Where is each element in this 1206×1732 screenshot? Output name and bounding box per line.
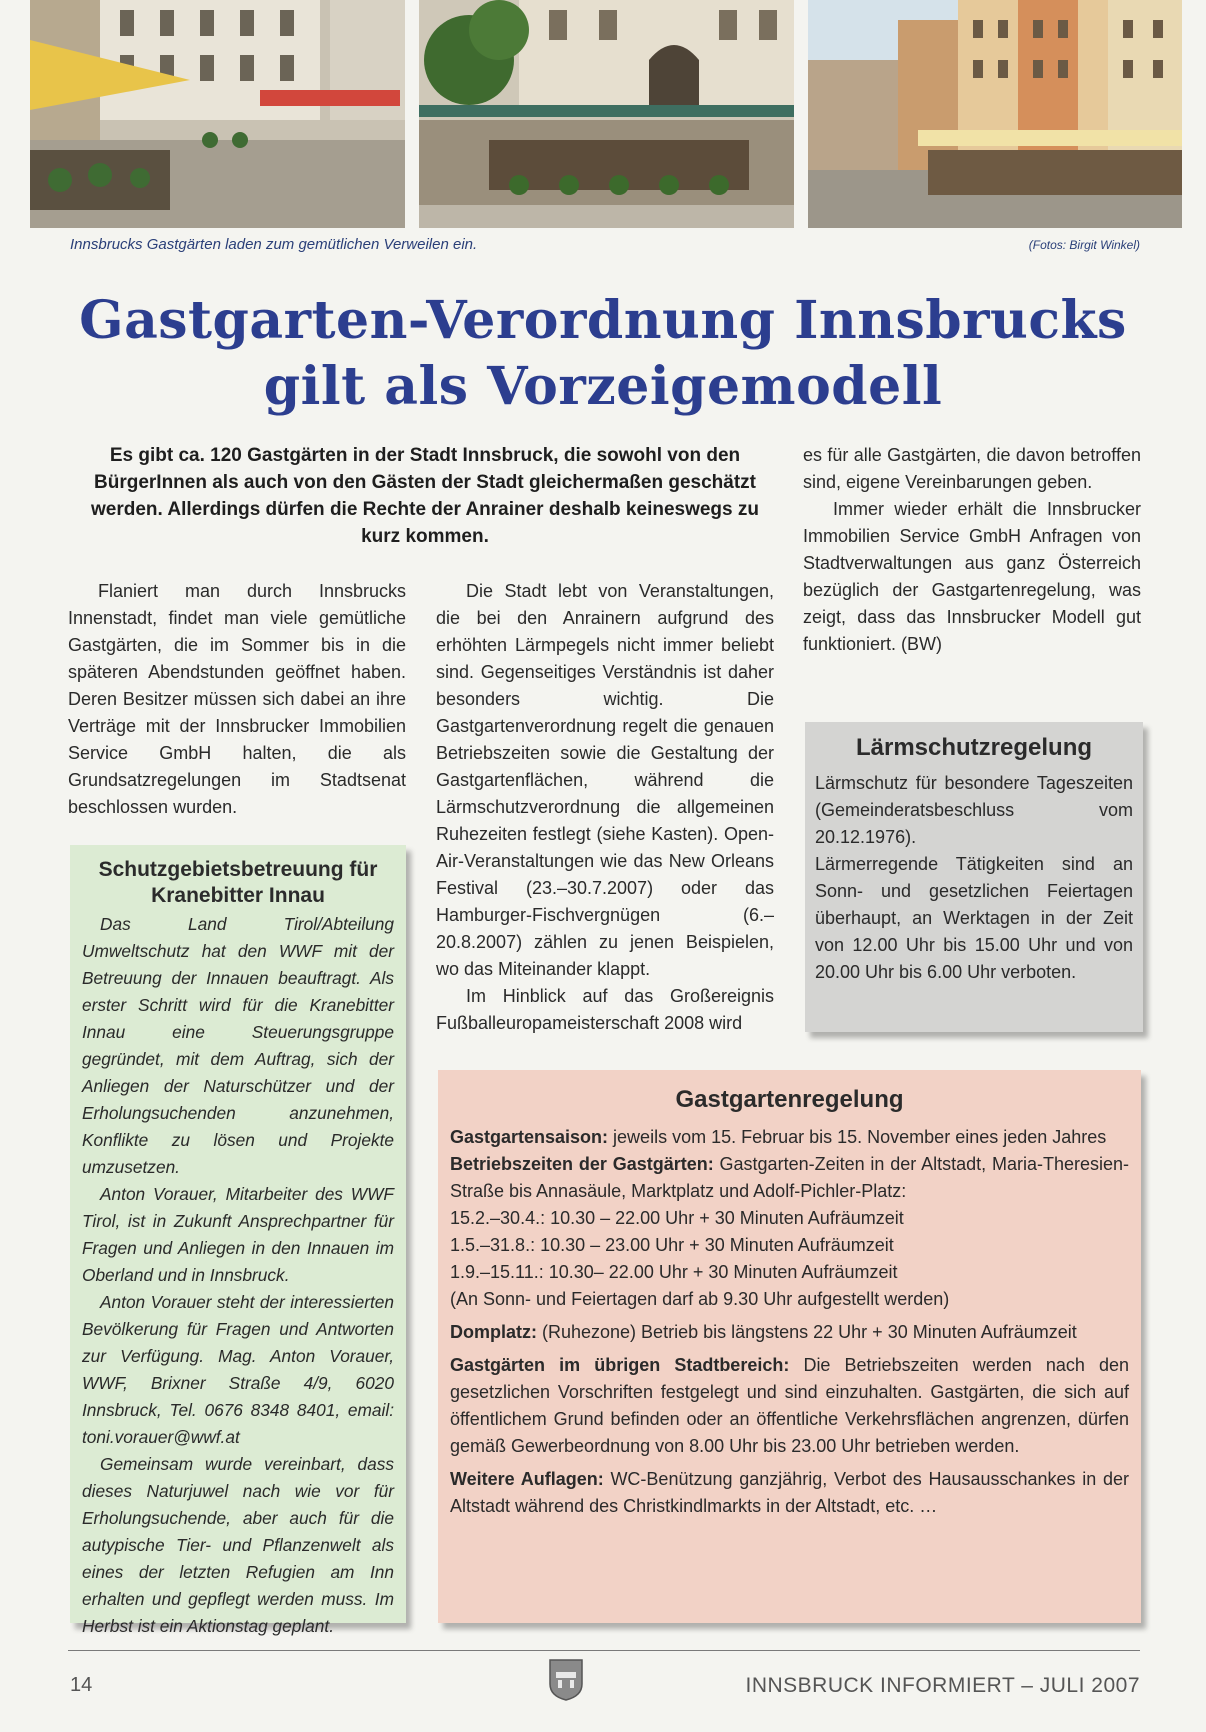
rule-weitere-auflagen: [450, 1466, 1129, 1520]
rule-saison: [450, 1124, 1129, 1151]
rule-time-line: 1.9.–15.11.: 10.30– 22.00 Uhr + 30 Minuten Aufräumzeit: [450, 1262, 898, 1282]
infobox-paragraph: Anton Vorauer steht der interessierten Bevölkerung für Fragen und Antworten zur Verfügung. Mag. Anton Vorauer, WWF, Brixner Straße 4/9, 6020 Innsbruck, Tel. 0676 8348 8401, email: toni.vorauer@wwf.at: [82, 1292, 394, 1447]
body-paragraph: es für alle Gastgärten, die davon betroffen sind, eigene Vereinbarungen geben.: [803, 445, 1141, 492]
body-column-1: [68, 578, 406, 821]
infobox-laermschutz: [805, 722, 1143, 1032]
body-paragraph: Im Hinblick auf das Großereignis Fußballeuropameisterschaft 2008 wird: [436, 986, 774, 1033]
infobox-paragraph: Anton Vorauer, Mitarbeiter des WWF Tirol, ist in Zukunft Ansprechpartner für Fragen und Anliegen in den Innauen im Oberland und in Innsbruck.: [82, 1184, 394, 1285]
headline-line-2: gilt als Vorzeigemodell: [263, 356, 943, 417]
body-paragraph: Die Stadt lebt von Veranstaltungen, die bei den Anrainern aufgrund des erhöhten Lärmpegels nicht immer beliebt sind. Gegenseitiges Verständnis ist daher besonders wichtig. Die Gastgartenverordnung regelt die genauen Betriebszeiten sowie die Gestaltung der Gastgartenflächen, während die Lärmschutzverordnung die allgemeinen Ruhezeiten festlegt (siehe Kasten). Open-Air-Veranstaltungen wie das New Orleans Festival (23.–30.7.2007) oder das Hamburger-Fischvergnügen (6.–20.8.2007) zählen zu jenen Beispielen, wo das Miteinander klappt.: [436, 581, 774, 979]
rule-text: WC-Benützung ganzjährig, Verbot des Hausausschankes in der Altstadt während des Christkindlmarkts in der Altstadt, etc. …: [450, 1469, 1129, 1516]
rule-text: Die Betriebszeiten werden nach den gesetzlichen Vorschriften festgelegt und sind einzuhalten. Gastgärten, die sich auf öffentlichem Grund befinden oder an öffentliche Verkehrsflächen angrenzen, dürfen gemäß Gewerbeordnung von 8.00 Uhr bis 23.00 Uhr betrieben werden.: [450, 1355, 1129, 1456]
photo-gastgarten-2: [419, 0, 794, 228]
infobox-gastgartenregelung: [438, 1070, 1141, 1623]
photo-gastgarten-1: [30, 0, 405, 228]
infobox-paragraph: Gemeinsam wurde vereinbart, dass dieses Naturjuwel nach wie vor für Erholungsuchende, aber auch für die autypische Tier- und Pflanzenwelt als eines der letzten Refugien am Inn erhalten und gepflegt werden muss. Im Herbst ist ein Aktionstag geplant.: [82, 1454, 394, 1636]
rule-time-line: 15.2.–30.4.: 10.30 – 22.00 Uhr + 30 Minuten Aufräumzeit: [450, 1208, 904, 1228]
infobox-title: Gastgartenregelung: [675, 1086, 904, 1113]
rule-text: jeweils vom 15. Februar bis 15. November eines jeden Jahres: [608, 1127, 1107, 1147]
infobox-title: Lärmschutzregelung: [855, 734, 1093, 761]
rule-time-line: (An Sonn- und Feiertagen darf ab 9.30 Uhr aufgestellt werden): [450, 1289, 950, 1309]
infobox-paragraph: Lärmerregende Tätigkeiten sind an Sonn- und gesetzlichen Feiertagen überhaupt, an Werktagen in der Zeit von 12.00 Uhr bis 15.00 Uhr und von 20.00 Uhr bis 6.00 Uhr verboten.: [815, 854, 1133, 982]
rule-uebriger-stadtbereich: [450, 1352, 1129, 1460]
rule-time-line: 1.5.–31.8.: 10.30 – 23.00 Uhr + 30 Minuten Aufräumzeit: [450, 1235, 894, 1255]
infobox-paragraph: Lärmschutz für besondere Tageszeiten (Gemeinderatsbeschluss vom 20.12.1976).: [815, 773, 1133, 847]
rule-label: Gastgärten im übrigen Stadtbereich:: [450, 1355, 790, 1375]
rule-betriebszeiten: [450, 1151, 1129, 1205]
footer-divider: [68, 1650, 1140, 1651]
headline-line-1: Gastgarten-Verordnung Innsbrucks: [79, 290, 1127, 351]
page-number: 14: [70, 1674, 93, 1696]
rule-label: Gastgartensaison:: [450, 1127, 609, 1147]
rule-text: Gastgarten-Zeiten in der Altstadt, Maria-Theresien-Straße bis Annasäule, Marktplatz und Adolf-Pichler-Platz:: [450, 1154, 1129, 1201]
headline: [0, 288, 1206, 420]
infobox-paragraph: Das Land Tirol/Abteilung Umweltschutz hat den WWF mit der Betreuung der Innauen beauftragt. Als erster Schritt wird für die Kranebitter Innau eine Steuerungsgruppe gegründet, mit dem Auftrag, sich der Anliegen der Naturschützer und der Erholungsuchenden anzunehmen, Konflikte zu lösen und Projekte umzusetzen.: [82, 914, 394, 1177]
body-paragraph: Flaniert man durch Innsbrucks Innenstadt, findet man viele gemütliche Gastgärten, die im Sommer bis in die späteren Abendstunden geöffnet haben. Deren Besitzer müssen sich dabei an ihre Verträge mit der Innsbrucker Immobilien Service GmbH halten, die als Grundsatzregelungen im Stadtsenat beschlossen wurden.: [68, 581, 406, 817]
photo-gastgarten-3: [808, 0, 1182, 228]
infobox-title: Schutzgebietsbetreuung für Kranebitter Innau: [98, 858, 378, 907]
city-crest-icon: [548, 1658, 584, 1702]
lead-paragraph: Es gibt ca. 120 Gastgärten in der Stadt Innsbruck, die sowohl von den BürgerInnen als auch von den Gästen der Stadt gleichermaßen geschätzt werden. Allerdings dürfen die Rechte der Anrainer deshalb keineswegs zu kurz kommen.: [91, 445, 759, 547]
photo-caption: Innsbrucks Gastgärten laden zum gemütlichen Verweilen ein.: [70, 236, 478, 253]
infobox-schutzgebiet: [70, 845, 406, 1636]
rule-label: Betriebszeiten der Gastgärten:: [450, 1154, 714, 1174]
rule-domplatz: [450, 1319, 1129, 1346]
body-paragraph: Immer wieder erhält die Innsbrucker Immobilien Service GmbH Anfragen von Stadtverwaltungen aus ganz Österreich bezüglich der Gastgartenregelung, was zeigt, dass das Innsbrucker Modell gut funktioniert. (BW): [803, 499, 1141, 654]
body-column-3: [803, 442, 1141, 658]
body-column-2: [436, 578, 774, 1037]
publication-name: INNSBRUCK INFORMIERT – JULI 2007: [745, 1674, 1140, 1697]
rule-label: Weitere Auflagen:: [450, 1469, 604, 1489]
rule-text: (Ruhezone) Betrieb bis längstens 22 Uhr + 30 Minuten Aufräumzeit: [537, 1322, 1077, 1342]
photo-credit: (Fotos: Birgit Winkel): [1028, 238, 1140, 252]
rule-label: Domplatz:: [450, 1322, 537, 1342]
